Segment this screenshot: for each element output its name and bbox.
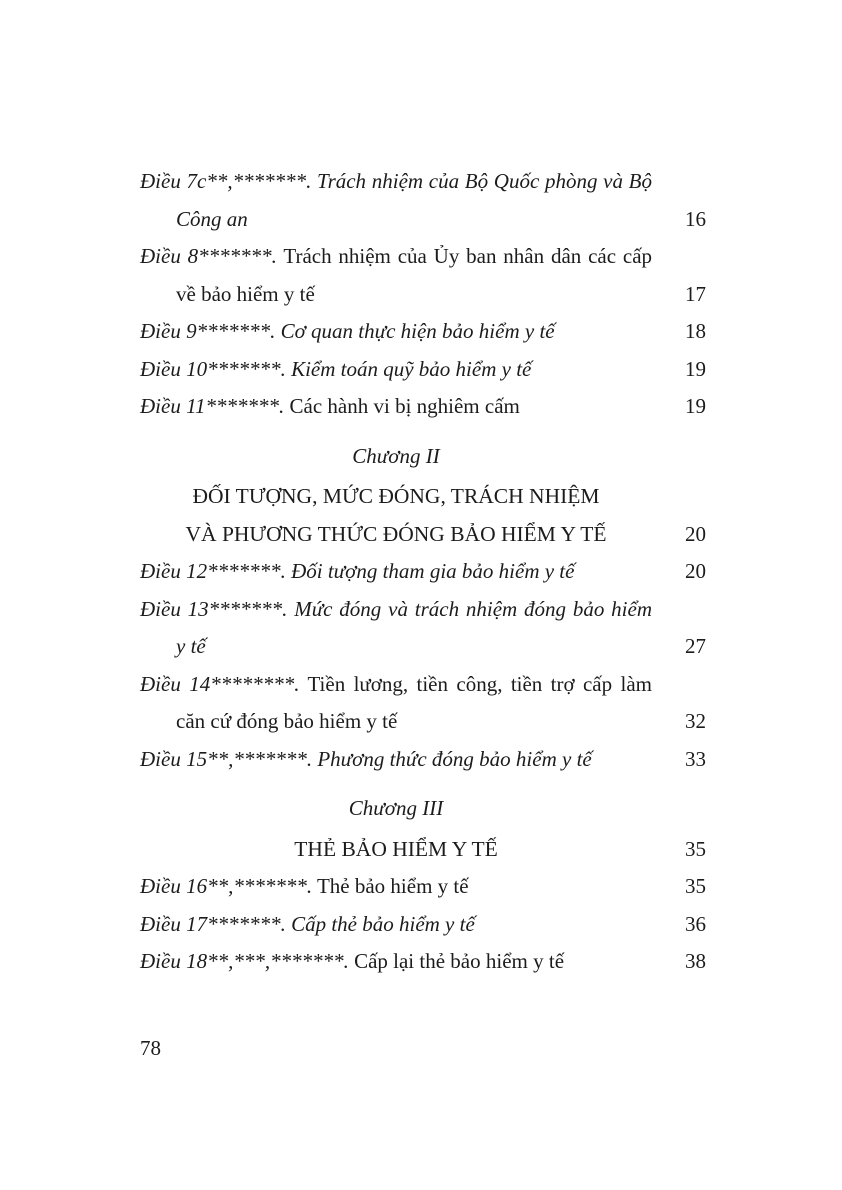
entry-page-number: 19: [685, 394, 706, 418]
chapter-title-text: VÀ PHƯƠNG THỨC ĐÓNG BẢO HIỂM Y TẾ: [185, 521, 607, 546]
entry-article-label: Điều 8*******.: [140, 244, 277, 268]
entry-text: [140, 238, 652, 313]
entry-page-number: 18: [685, 319, 706, 343]
entry-title: Phương thức đóng bảo hiểm y tế: [317, 746, 592, 771]
entry-title: Tiền lương, tiền công, tiền trợ cấp làm căn cứ đóng bảo hiểm y tế: [176, 671, 652, 733]
chapter-title-line: [140, 831, 706, 869]
entry-title: Thẻ bảo hiểm y tế: [316, 874, 469, 898]
entry-text: [140, 163, 652, 238]
entry-text: [140, 351, 652, 389]
entry-text: [140, 553, 652, 591]
toc-entry: [140, 868, 706, 906]
chapter-page-number: 35: [685, 836, 706, 861]
toc-entry: [140, 163, 706, 238]
entry-text: [140, 313, 652, 351]
footer-page-number: 78: [140, 1036, 161, 1060]
entry-article-label: Điều 18**,***,*******.: [140, 949, 349, 973]
entry-page-number: 17: [685, 281, 706, 306]
toc-list: [140, 163, 706, 981]
toc-entry: [140, 351, 706, 389]
entry-title: Cơ quan thực hiện bảo hiểm y tế: [280, 319, 555, 343]
chapter-title-text: ĐỐI TƯỢNG, MỨC ĐÓNG, TRÁCH NHIỆM: [192, 484, 600, 508]
entry-page-number: 32: [685, 709, 706, 733]
entry-title: Đối tượng tham gia bảo hiểm y tế: [291, 559, 575, 583]
entry-text: [140, 943, 652, 981]
entry-article-label: Điều 9*******.: [140, 319, 276, 343]
entry-title: Các hành vi bị nghiêm cấm: [289, 394, 520, 418]
chapter-title-text: THẺ BẢO HIỂM Y TẾ: [294, 836, 498, 861]
chapter-label: Chương III: [348, 796, 444, 820]
entry-title: Trách nhiệm của Bộ Quốc phòng và Bộ Công an: [176, 169, 653, 231]
toc-entry: [140, 741, 706, 779]
entry-page-number: 38: [685, 949, 706, 973]
entry-article-label: Điều 12*******.: [140, 559, 286, 583]
entry-title: Cấp thẻ bảo hiểm y tế: [291, 911, 475, 936]
entry-article-label: Điều 16**,*******.: [140, 874, 313, 898]
entry-article-label: Điều 11*******.: [140, 394, 285, 418]
chapter-title-line: [140, 516, 706, 554]
entry-article-label: Điều 13*******.: [140, 596, 288, 621]
entry-title: Trách nhiệm của Ủy ban nhân dân các cấp về bảo hiểm y tế: [176, 244, 653, 306]
toc-entry: [140, 943, 706, 981]
toc-entry: [140, 238, 706, 313]
entry-title: Kiểm toán quỹ bảo hiểm y tế: [291, 356, 532, 381]
entry-article-label: Điều 17*******.: [140, 911, 286, 936]
entry-text: [140, 868, 652, 906]
entry-page-number: 36: [685, 911, 706, 936]
entry-article-label: Điều 14********.: [140, 671, 300, 696]
entry-article-label: Điều 15**,*******.: [140, 746, 313, 771]
chapter-heading: [140, 790, 706, 868]
chapter-title-line: [140, 478, 706, 516]
chapter-heading: [140, 438, 706, 554]
toc-entry: [140, 666, 706, 741]
entry-article-label: Điều 7c**,*******.: [140, 169, 312, 193]
entry-title: Cấp lại thẻ bảo hiểm y tế: [354, 949, 565, 973]
entry-text: [140, 388, 652, 426]
entry-page-number: 20: [685, 559, 706, 583]
entry-page-number: 19: [685, 356, 706, 381]
toc-entry: [140, 553, 706, 591]
chapter-label: Chương II: [352, 443, 440, 468]
entry-text: [140, 741, 652, 779]
toc-entry: [140, 388, 706, 426]
toc-entry: [140, 906, 706, 944]
entry-title: Mức đóng và trách nhiệm đóng bảo hiểm y tế: [176, 596, 653, 658]
entry-page-number: 27: [685, 634, 706, 658]
entry-page-number: 33: [685, 746, 706, 771]
entry-text: [140, 666, 652, 741]
entry-page-number: 16: [685, 206, 706, 231]
entry-text: [140, 591, 652, 666]
toc-entry: [140, 313, 706, 351]
entry-page-number: 35: [685, 874, 706, 898]
chapter-page-number: 20: [685, 521, 706, 546]
toc-entry: [140, 591, 706, 666]
entry-text: [140, 906, 652, 944]
entry-article-label: Điều 10*******.: [140, 356, 286, 381]
